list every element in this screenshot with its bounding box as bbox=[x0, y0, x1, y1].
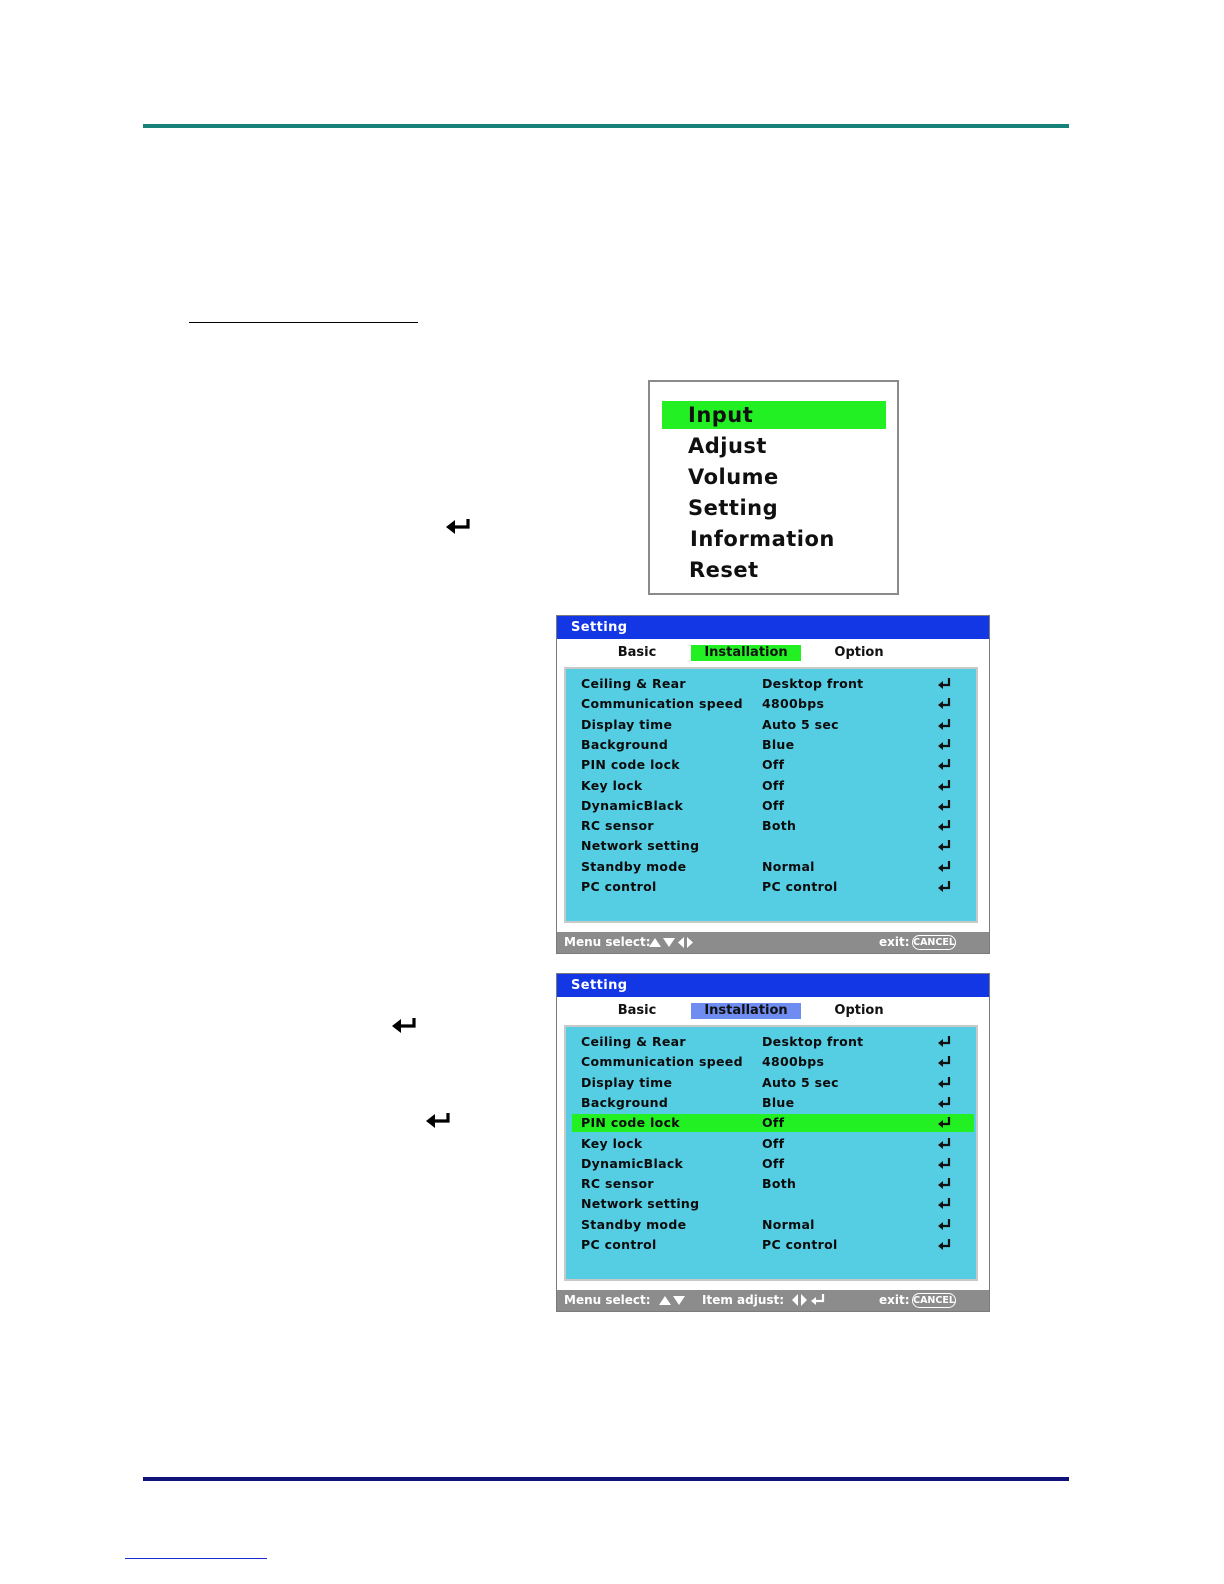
setting-value: Normal bbox=[762, 1216, 815, 1232]
panel-title: Setting bbox=[557, 974, 989, 997]
setting-row[interactable] bbox=[572, 797, 974, 815]
menu-item-reset[interactable]: Reset bbox=[689, 558, 759, 582]
enter-icon bbox=[938, 1157, 952, 1171]
setting-row[interactable] bbox=[572, 1074, 974, 1092]
tab-basic[interactable]: Basic bbox=[617, 1003, 657, 1018]
setting-label: Display time bbox=[581, 716, 673, 732]
setting-label: Standby mode bbox=[581, 858, 687, 874]
enter-key-icon bbox=[392, 1017, 418, 1033]
tab-basic[interactable]: Basic bbox=[617, 645, 657, 660]
setting-value: Both bbox=[762, 818, 797, 834]
setting-value: Both bbox=[762, 1176, 797, 1192]
setting-label: Network setting bbox=[581, 1196, 700, 1212]
arrow-keys-icon bbox=[649, 936, 697, 949]
menu-item-input[interactable]: Input bbox=[662, 401, 886, 429]
setting-row[interactable] bbox=[572, 675, 974, 693]
setting-label: Key lock bbox=[581, 777, 643, 793]
enter-icon bbox=[938, 1076, 952, 1090]
enter-icon bbox=[938, 799, 952, 813]
enter-icon bbox=[938, 1055, 952, 1069]
enter-icon bbox=[938, 697, 952, 711]
setting-label: Key lock bbox=[581, 1135, 643, 1151]
exit-label: exit: bbox=[879, 1293, 910, 1307]
setting-row[interactable] bbox=[572, 1236, 974, 1254]
setting-row[interactable] bbox=[572, 817, 974, 835]
heading-underline bbox=[189, 322, 418, 323]
enter-icon bbox=[938, 1238, 952, 1252]
tab-option[interactable]: Option bbox=[834, 645, 884, 660]
setting-row[interactable] bbox=[572, 1175, 974, 1193]
enter-key-icon bbox=[446, 518, 472, 534]
setting-value: Off bbox=[762, 1155, 785, 1171]
setting-row[interactable] bbox=[572, 756, 974, 774]
setting-row[interactable] bbox=[572, 1094, 974, 1112]
enter-icon bbox=[938, 860, 952, 874]
setting-row[interactable] bbox=[572, 1033, 974, 1051]
enter-icon bbox=[938, 779, 952, 793]
setting-row[interactable] bbox=[572, 858, 974, 876]
setting-label: Communication speed bbox=[581, 1054, 743, 1070]
enter-key-icon bbox=[426, 1112, 452, 1128]
setting-value: Desktop front bbox=[762, 676, 864, 691]
setting-label: Ceiling & Rear bbox=[581, 1034, 686, 1049]
setting-row[interactable] bbox=[572, 695, 974, 713]
setting-label: DynamicBlack bbox=[581, 797, 684, 813]
setting-value: 4800bps bbox=[762, 696, 825, 712]
setting-value: Off bbox=[762, 1135, 785, 1151]
setting-label: PC control bbox=[581, 1237, 657, 1252]
setting-row[interactable] bbox=[572, 777, 974, 795]
setting-label: Display time bbox=[581, 1074, 673, 1090]
enter-icon bbox=[938, 758, 952, 772]
left-right-enter-icon bbox=[792, 1293, 826, 1307]
tab-installation[interactable]: Installation bbox=[691, 1003, 801, 1019]
menu-item-information[interactable]: Information bbox=[690, 527, 835, 551]
menu-select-label: Menu select: bbox=[564, 1293, 651, 1307]
header-rule bbox=[143, 124, 1069, 128]
enter-icon bbox=[938, 1096, 952, 1110]
enter-icon bbox=[938, 718, 952, 732]
panel-footer bbox=[557, 932, 989, 953]
setting-panel-2 bbox=[556, 973, 990, 1312]
setting-label: Network setting bbox=[581, 838, 700, 854]
setting-row[interactable] bbox=[572, 1216, 974, 1234]
setting-value: PC control bbox=[762, 879, 838, 894]
settings-list bbox=[564, 1025, 978, 1281]
enter-icon bbox=[938, 1137, 952, 1151]
setting-row[interactable] bbox=[572, 736, 974, 754]
setting-value: Desktop front bbox=[762, 1034, 864, 1049]
footer-link-underline bbox=[125, 1558, 267, 1559]
setting-label: PIN code lock bbox=[581, 1115, 680, 1131]
setting-label: RC sensor bbox=[581, 818, 654, 834]
tab-bar bbox=[557, 997, 989, 1025]
enter-icon bbox=[938, 1197, 952, 1211]
panel-footer bbox=[557, 1290, 989, 1311]
setting-value: Off bbox=[762, 797, 785, 813]
menu-item-setting[interactable]: Setting bbox=[688, 496, 779, 520]
setting-value: Auto 5 sec bbox=[762, 1074, 839, 1090]
cancel-button[interactable]: CANCEL bbox=[913, 937, 955, 948]
setting-panel-1 bbox=[556, 615, 990, 954]
enter-icon bbox=[938, 880, 952, 894]
tab-installation[interactable]: Installation bbox=[691, 645, 801, 661]
enter-icon bbox=[938, 1116, 952, 1130]
menu-item-volume[interactable]: Volume bbox=[688, 465, 779, 489]
setting-row[interactable] bbox=[572, 716, 974, 734]
enter-icon bbox=[938, 1035, 952, 1049]
enter-icon bbox=[938, 738, 952, 752]
panel-title: Setting bbox=[557, 616, 989, 639]
setting-value: Off bbox=[762, 777, 785, 793]
main-menu bbox=[648, 380, 899, 595]
setting-row[interactable] bbox=[572, 837, 974, 855]
exit-label: exit: bbox=[879, 935, 910, 949]
setting-row[interactable] bbox=[572, 1135, 974, 1153]
setting-value: 4800bps bbox=[762, 1054, 825, 1070]
enter-icon bbox=[938, 819, 952, 833]
setting-row[interactable] bbox=[572, 1114, 974, 1132]
setting-row[interactable] bbox=[572, 1053, 974, 1071]
setting-value: Off bbox=[762, 1115, 785, 1131]
settings-list bbox=[564, 667, 978, 923]
setting-label: RC sensor bbox=[581, 1176, 654, 1192]
footer-rule bbox=[143, 1477, 1069, 1481]
setting-label: PIN code lock bbox=[581, 757, 680, 773]
setting-row[interactable] bbox=[572, 1195, 974, 1213]
setting-row[interactable] bbox=[572, 1155, 974, 1173]
setting-row[interactable] bbox=[572, 878, 974, 896]
setting-label: Communication speed bbox=[581, 696, 743, 712]
setting-label: Background bbox=[581, 736, 669, 752]
setting-value: Blue bbox=[762, 1094, 795, 1110]
setting-value: Off bbox=[762, 757, 785, 773]
setting-label: Background bbox=[581, 1094, 669, 1110]
enter-icon bbox=[938, 1177, 952, 1191]
setting-label: Standby mode bbox=[581, 1216, 687, 1232]
setting-value: Auto 5 sec bbox=[762, 716, 839, 732]
enter-icon bbox=[938, 839, 952, 853]
tab-bar bbox=[557, 639, 989, 667]
setting-label: Ceiling & Rear bbox=[581, 676, 686, 691]
setting-value: PC control bbox=[762, 1237, 838, 1252]
menu-select-label: Menu select: bbox=[564, 935, 651, 949]
setting-value: Blue bbox=[762, 736, 795, 752]
item-adjust-label: Item adjust: bbox=[702, 1293, 785, 1307]
setting-value: Normal bbox=[762, 858, 815, 874]
enter-icon bbox=[938, 677, 952, 691]
setting-label: DynamicBlack bbox=[581, 1155, 684, 1171]
up-down-arrows-icon bbox=[659, 1294, 687, 1307]
tab-option[interactable]: Option bbox=[834, 1003, 884, 1018]
setting-label: PC control bbox=[581, 879, 657, 894]
menu-item-adjust[interactable]: Adjust bbox=[688, 434, 767, 458]
enter-icon bbox=[938, 1218, 952, 1232]
cancel-button[interactable]: CANCEL bbox=[913, 1295, 955, 1306]
